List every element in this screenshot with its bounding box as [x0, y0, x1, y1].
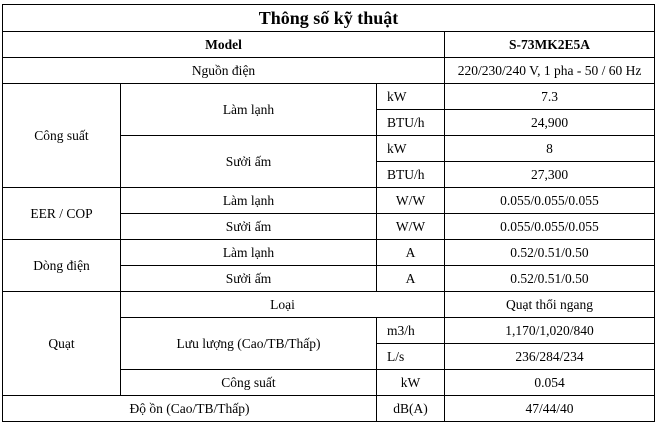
value-cell: 8 — [445, 136, 655, 162]
model-label: Model — [3, 32, 445, 58]
value-cell: 47/44/40 — [445, 396, 655, 422]
spec-table — [2, 4, 655, 422]
noise-label: Độ ồn (Cao/TB/Thấp) — [3, 396, 377, 422]
fan-label: Quạt — [3, 292, 121, 396]
unit-cell: kW — [377, 84, 445, 110]
table-title-row — [3, 5, 655, 32]
unit-cell: kW — [377, 370, 445, 396]
model-value: S-73MK2E5A — [445, 32, 655, 58]
noise-row — [3, 396, 655, 422]
table-row — [3, 240, 655, 266]
table-row — [3, 188, 655, 214]
value-cell: 1,170/1,020/840 — [445, 318, 655, 344]
unit-cell: W/W — [377, 214, 445, 240]
table-row — [3, 292, 655, 318]
fan-airflow-label: Lưu lượng (Cao/TB/Thấp) — [121, 318, 377, 370]
capacity-heating-label: Sưởi ấm — [121, 136, 377, 188]
value-cell: 0.055/0.055/0.055 — [445, 214, 655, 240]
value-cell: 7.3 — [445, 84, 655, 110]
value-cell: 27,300 — [445, 162, 655, 188]
unit-cell: BTU/h — [377, 110, 445, 136]
value-cell: 0.52/0.51/0.50 — [445, 266, 655, 292]
model-row — [3, 32, 655, 58]
fan-type-label: Loại — [121, 292, 445, 318]
value-cell: 0.055/0.055/0.055 — [445, 188, 655, 214]
eer-heating-label: Sưởi ấm — [121, 214, 377, 240]
unit-cell: dB(A) — [377, 396, 445, 422]
unit-cell: kW — [377, 136, 445, 162]
value-cell: 24,900 — [445, 110, 655, 136]
table-row — [3, 84, 655, 110]
unit-cell: m3/h — [377, 318, 445, 344]
capacity-cooling-label: Làm lạnh — [121, 84, 377, 136]
value-cell: 0.52/0.51/0.50 — [445, 240, 655, 266]
power-source-label: Nguồn điện — [3, 58, 445, 84]
unit-cell: BTU/h — [377, 162, 445, 188]
value-cell: Quạt thổi ngang — [445, 292, 655, 318]
fan-power-label: Công suất — [121, 370, 377, 396]
eer-cop-label: EER / COP — [3, 188, 121, 240]
unit-cell: W/W — [377, 188, 445, 214]
unit-cell: A — [377, 266, 445, 292]
power-source-row — [3, 58, 655, 84]
current-cooling-label: Làm lạnh — [121, 240, 377, 266]
power-source-value: 220/230/240 V, 1 pha - 50 / 60 Hz — [445, 58, 655, 84]
current-heating-label: Sưởi ấm — [121, 266, 377, 292]
unit-cell: L/s — [377, 344, 445, 370]
table-title: Thông số kỹ thuật — [3, 5, 655, 32]
value-cell: 0.054 — [445, 370, 655, 396]
unit-cell: A — [377, 240, 445, 266]
value-cell: 236/284/234 — [445, 344, 655, 370]
eer-cooling-label: Làm lạnh — [121, 188, 377, 214]
current-label: Dòng điện — [3, 240, 121, 292]
capacity-label: Công suất — [3, 84, 121, 188]
